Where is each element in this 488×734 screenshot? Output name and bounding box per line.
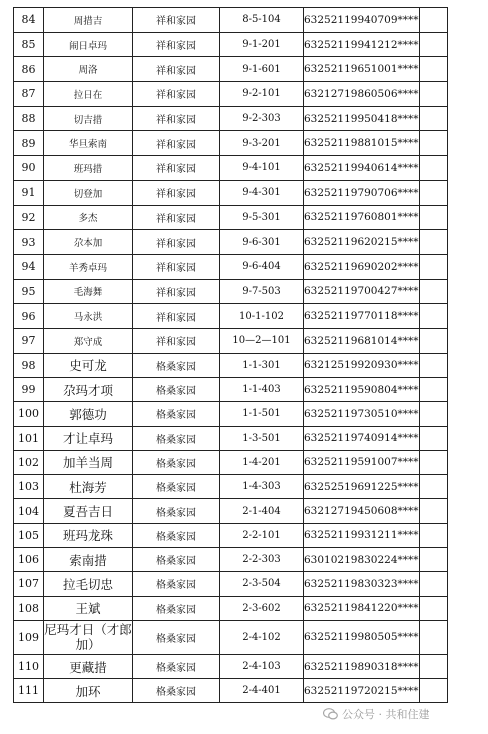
name-cell: 周洛 xyxy=(44,57,133,82)
id-number-cell: 63252119940709**** xyxy=(304,8,420,33)
residents-table-body xyxy=(14,8,448,703)
community-cell: 祥和家园 xyxy=(133,205,220,230)
room-cell: 10-1-102 xyxy=(220,304,304,329)
name-cell: 多杰 xyxy=(44,205,133,230)
community-cell: 祥和家园 xyxy=(133,82,220,107)
name-cell: 尕本加 xyxy=(44,230,133,255)
room-cell: 1-3-501 xyxy=(220,426,304,450)
table-row xyxy=(14,279,448,304)
row-number: 109 xyxy=(14,620,44,654)
wechat-icon xyxy=(323,708,338,720)
room-cell: 9-5-301 xyxy=(220,205,304,230)
table-row xyxy=(14,620,448,654)
room-cell: 2-2-303 xyxy=(220,548,304,572)
community-cell: 格桑家园 xyxy=(133,596,220,620)
empty-cell xyxy=(419,8,447,33)
table-row xyxy=(14,32,448,57)
row-number: 111 xyxy=(14,679,44,703)
id-number-cell: 63252119950418**** xyxy=(304,106,420,131)
table-row xyxy=(14,106,448,131)
row-number: 102 xyxy=(14,450,44,474)
id-number-cell: 63252119620215**** xyxy=(304,230,420,255)
community-cell: 格桑家园 xyxy=(133,450,220,474)
name-cell: 加环 xyxy=(44,679,133,703)
room-cell: 2-3-504 xyxy=(220,572,304,596)
empty-cell xyxy=(419,353,447,377)
community-cell: 祥和家园 xyxy=(133,230,220,255)
watermark xyxy=(323,706,430,722)
empty-cell xyxy=(419,205,447,230)
room-cell: 10—2—101 xyxy=(220,328,304,353)
row-number: 88 xyxy=(14,106,44,131)
room-cell: 8-5-104 xyxy=(220,8,304,33)
name-cell: 毛海舞 xyxy=(44,279,133,304)
empty-cell xyxy=(419,82,447,107)
row-number: 85 xyxy=(14,32,44,57)
room-cell: 9-4-101 xyxy=(220,156,304,181)
name-cell: 郑守成 xyxy=(44,328,133,353)
community-cell: 祥和家园 xyxy=(133,32,220,57)
room-cell: 2-4-103 xyxy=(220,654,304,678)
row-number: 105 xyxy=(14,523,44,547)
row-number: 103 xyxy=(14,475,44,499)
table-row xyxy=(14,548,448,572)
name-cell: 杜海芳 xyxy=(44,475,133,499)
table-row xyxy=(14,8,448,33)
name-cell: 王斌 xyxy=(44,596,133,620)
name-cell: 切吉措 xyxy=(44,106,133,131)
id-number-cell: 63252119931211**** xyxy=(304,523,420,547)
community-cell: 格桑家园 xyxy=(133,654,220,678)
id-number-cell: 63252119790706**** xyxy=(304,180,420,205)
row-number: 101 xyxy=(14,426,44,450)
name-cell: 班玛措 xyxy=(44,156,133,181)
table-row xyxy=(14,426,448,450)
row-number: 96 xyxy=(14,304,44,329)
row-number: 110 xyxy=(14,654,44,678)
room-cell: 9-1-601 xyxy=(220,57,304,82)
row-number: 87 xyxy=(14,82,44,107)
name-cell: 切登加 xyxy=(44,180,133,205)
empty-cell xyxy=(419,548,447,572)
row-number: 108 xyxy=(14,596,44,620)
name-cell: 拉毛切忠 xyxy=(44,572,133,596)
community-cell: 格桑家园 xyxy=(133,679,220,703)
id-number-cell: 63252119690202**** xyxy=(304,254,420,279)
room-cell: 2-1-404 xyxy=(220,499,304,523)
empty-cell xyxy=(419,230,447,255)
id-number-cell: 63252119681014**** xyxy=(304,328,420,353)
community-cell: 祥和家园 xyxy=(133,106,220,131)
room-cell: 1-1-403 xyxy=(220,377,304,401)
empty-cell xyxy=(419,279,447,304)
residents-table xyxy=(13,7,448,703)
empty-cell xyxy=(419,499,447,523)
empty-cell xyxy=(419,654,447,678)
room-cell: 2-4-102 xyxy=(220,620,304,654)
community-cell: 祥和家园 xyxy=(133,328,220,353)
table-row xyxy=(14,679,448,703)
empty-cell xyxy=(419,304,447,329)
row-number: 94 xyxy=(14,254,44,279)
community-cell: 格桑家园 xyxy=(133,377,220,401)
row-number: 104 xyxy=(14,499,44,523)
table-row xyxy=(14,523,448,547)
empty-cell xyxy=(419,523,447,547)
id-number-cell: 63212719860506**** xyxy=(304,82,420,107)
room-cell: 2-4-401 xyxy=(220,679,304,703)
room-cell: 9-6-301 xyxy=(220,230,304,255)
row-number: 99 xyxy=(14,377,44,401)
id-number-cell: 63252119720215**** xyxy=(304,679,420,703)
watermark-text: 公众号 · 共和住建 xyxy=(342,708,430,721)
room-cell: 9-2-303 xyxy=(220,106,304,131)
empty-cell xyxy=(419,180,447,205)
row-number: 89 xyxy=(14,131,44,156)
name-cell: 周措吉 xyxy=(44,8,133,33)
empty-cell xyxy=(419,596,447,620)
community-cell: 祥和家园 xyxy=(133,180,220,205)
room-cell: 9-4-301 xyxy=(220,180,304,205)
name-cell: 更藏措 xyxy=(44,654,133,678)
community-cell: 祥和家园 xyxy=(133,254,220,279)
name-cell: 羊秀卓玛 xyxy=(44,254,133,279)
id-number-cell: 63252119941212**** xyxy=(304,32,420,57)
name-cell: 闹日卓玛 xyxy=(44,32,133,57)
id-number-cell: 63252119760801**** xyxy=(304,205,420,230)
name-cell: 史可龙 xyxy=(44,353,133,377)
table-row xyxy=(14,499,448,523)
row-number: 92 xyxy=(14,205,44,230)
row-number: 100 xyxy=(14,402,44,426)
community-cell: 祥和家园 xyxy=(133,279,220,304)
id-number-cell: 63252119591007**** xyxy=(304,450,420,474)
id-number-cell: 63252119980505**** xyxy=(304,620,420,654)
table-row xyxy=(14,450,448,474)
room-cell: 2-3-602 xyxy=(220,596,304,620)
id-number-cell: 63252119651001**** xyxy=(304,57,420,82)
name-cell: 马永洪 xyxy=(44,304,133,329)
id-number-cell: 63212719450608**** xyxy=(304,499,420,523)
empty-cell xyxy=(419,402,447,426)
community-cell: 祥和家园 xyxy=(133,304,220,329)
empty-cell xyxy=(419,328,447,353)
community-cell: 格桑家园 xyxy=(133,499,220,523)
id-number-cell: 63252119700427**** xyxy=(304,279,420,304)
row-number: 107 xyxy=(14,572,44,596)
id-number-cell: 63252119730510**** xyxy=(304,402,420,426)
row-number: 95 xyxy=(14,279,44,304)
empty-cell xyxy=(419,679,447,703)
table-row xyxy=(14,156,448,181)
table-row xyxy=(14,254,448,279)
table-row xyxy=(14,353,448,377)
community-cell: 祥和家园 xyxy=(133,156,220,181)
community-cell: 格桑家园 xyxy=(133,475,220,499)
room-cell: 2-2-101 xyxy=(220,523,304,547)
row-number: 84 xyxy=(14,8,44,33)
name-cell: 加羊当周 xyxy=(44,450,133,474)
empty-cell xyxy=(419,426,447,450)
row-number: 93 xyxy=(14,230,44,255)
table-row xyxy=(14,654,448,678)
table-row xyxy=(14,572,448,596)
table-row xyxy=(14,596,448,620)
row-number: 86 xyxy=(14,57,44,82)
table-row xyxy=(14,131,448,156)
id-number-cell: 63252119890318**** xyxy=(304,654,420,678)
name-cell: 索南措 xyxy=(44,548,133,572)
table-row xyxy=(14,377,448,401)
room-cell: 1-4-201 xyxy=(220,450,304,474)
row-number: 90 xyxy=(14,156,44,181)
name-cell: 华旦索南 xyxy=(44,131,133,156)
community-cell: 格桑家园 xyxy=(133,523,220,547)
table-row xyxy=(14,180,448,205)
empty-cell xyxy=(419,131,447,156)
row-number: 98 xyxy=(14,353,44,377)
table-row xyxy=(14,57,448,82)
id-number-cell: 63252119830323**** xyxy=(304,572,420,596)
row-number: 91 xyxy=(14,180,44,205)
id-number-cell: 63252119590804**** xyxy=(304,377,420,401)
empty-cell xyxy=(419,620,447,654)
table-row xyxy=(14,205,448,230)
empty-cell xyxy=(419,572,447,596)
id-number-cell: 63252519691225**** xyxy=(304,475,420,499)
id-number-cell: 63252119940614**** xyxy=(304,156,420,181)
name-cell: 才让卓玛 xyxy=(44,426,133,450)
community-cell: 格桑家园 xyxy=(133,402,220,426)
name-cell: 尕玛才项 xyxy=(44,377,133,401)
room-cell: 9-6-404 xyxy=(220,254,304,279)
id-number-cell: 63252119740914**** xyxy=(304,426,420,450)
room-cell: 9-7-503 xyxy=(220,279,304,304)
room-cell: 1-1-501 xyxy=(220,402,304,426)
community-cell: 祥和家园 xyxy=(133,57,220,82)
empty-cell xyxy=(419,475,447,499)
community-cell: 祥和家园 xyxy=(133,131,220,156)
row-number: 106 xyxy=(14,548,44,572)
name-cell: 郭德功 xyxy=(44,402,133,426)
id-number-cell: 63010219830224**** xyxy=(304,548,420,572)
community-cell: 格桑家园 xyxy=(133,548,220,572)
room-cell: 1-1-301 xyxy=(220,353,304,377)
empty-cell xyxy=(419,156,447,181)
id-number-cell: 63252119841220**** xyxy=(304,596,420,620)
table-row xyxy=(14,82,448,107)
table-row xyxy=(14,328,448,353)
community-cell: 格桑家园 xyxy=(133,353,220,377)
community-cell: 格桑家园 xyxy=(133,620,220,654)
table-row xyxy=(14,304,448,329)
empty-cell xyxy=(419,32,447,57)
empty-cell xyxy=(419,377,447,401)
id-number-cell: 63252119770118**** xyxy=(304,304,420,329)
room-cell: 9-2-101 xyxy=(220,82,304,107)
empty-cell xyxy=(419,106,447,131)
room-cell: 9-3-201 xyxy=(220,131,304,156)
empty-cell xyxy=(419,57,447,82)
name-cell: 班玛龙珠 xyxy=(44,523,133,547)
id-number-cell: 63212519920930**** xyxy=(304,353,420,377)
name-cell: 尼玛才日（才郎加） xyxy=(44,622,132,653)
name-cell: 拉日在 xyxy=(44,82,133,107)
row-number: 97 xyxy=(14,328,44,353)
community-cell: 祥和家园 xyxy=(133,8,220,33)
community-cell: 格桑家园 xyxy=(133,426,220,450)
room-cell: 1-4-303 xyxy=(220,475,304,499)
id-number-cell: 63252119881015**** xyxy=(304,131,420,156)
table-row xyxy=(14,402,448,426)
room-cell: 9-1-201 xyxy=(220,32,304,57)
community-cell: 格桑家园 xyxy=(133,572,220,596)
table-row xyxy=(14,475,448,499)
empty-cell xyxy=(419,254,447,279)
table-row xyxy=(14,230,448,255)
name-cell: 夏吾吉日 xyxy=(44,499,133,523)
empty-cell xyxy=(419,450,447,474)
